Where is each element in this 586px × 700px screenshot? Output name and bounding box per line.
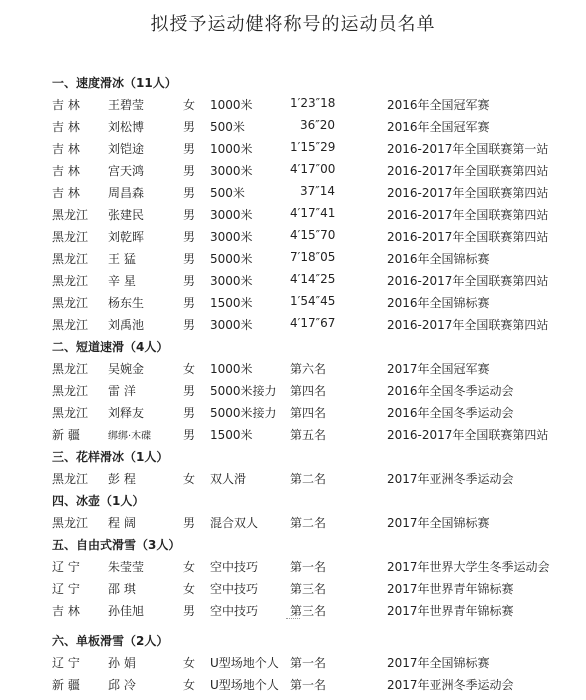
competition: 2016-2017年全国联赛第四站 — [387, 186, 549, 200]
province: 吉 林 — [52, 142, 80, 156]
table-row — [0, 382, 586, 402]
athlete-name: 孙 娟 — [108, 656, 136, 670]
section-heading-short-track: 二、短道速滑（4人） — [52, 340, 169, 354]
table-row — [0, 184, 586, 204]
result: 1′54″45 — [290, 294, 336, 308]
table-row — [0, 654, 586, 674]
province: 黑龙江 — [52, 362, 89, 376]
result: 第三名 — [290, 582, 327, 596]
gender: 男 — [183, 274, 196, 288]
result: 第四名 — [290, 384, 327, 398]
province: 新 疆 — [52, 678, 80, 692]
event: 1500米 — [210, 296, 253, 310]
result: 第六名 — [290, 362, 327, 376]
province: 辽 宁 — [52, 560, 80, 574]
section-heading-figure-skating: 三、花样滑冰（1人） — [52, 450, 169, 464]
competition: 2017年全国冠军赛 — [387, 362, 490, 376]
province: 黑龙江 — [52, 208, 89, 222]
event: 5000米 — [210, 252, 253, 266]
section-heading-speed-skating: 一、速度滑冰（11人） — [52, 76, 177, 90]
athlete-name: 刘禹池 — [108, 318, 145, 332]
gender: 男 — [183, 208, 196, 222]
athlete-name: 王 猛 — [108, 252, 136, 266]
result: 1′23″18 — [290, 96, 336, 110]
result: 第二名 — [290, 472, 327, 486]
competition: 2017年世界青年锦标赛 — [387, 604, 514, 618]
result: 4′17″41 — [290, 206, 336, 220]
page-title: 拟授予运动健将称号的运动员名单 — [150, 14, 436, 35]
competition: 2016-2017年全国联赛第四站 — [387, 208, 549, 222]
province: 吉 林 — [52, 604, 80, 618]
province: 新 疆 — [52, 428, 80, 442]
table-row — [0, 426, 586, 446]
event: 3000米 — [210, 164, 253, 178]
province: 辽 宁 — [52, 582, 80, 596]
gender: 男 — [183, 384, 196, 398]
competition: 2016-2017年全国联赛第四站 — [387, 274, 549, 288]
table-row — [0, 162, 586, 182]
result: 4′17″00 — [290, 162, 336, 176]
result: 第二名 — [290, 516, 327, 530]
athlete-name: 王碧莹 — [108, 98, 145, 112]
athlete-name: 彭 程 — [108, 472, 136, 486]
competition: 2017年全国锦标赛 — [387, 656, 490, 670]
event: 双人滑 — [210, 472, 247, 486]
section-heading-curling: 四、冰壶（1人） — [52, 494, 145, 508]
gender: 女 — [183, 678, 196, 692]
event: 1000米 — [210, 142, 253, 156]
gender: 男 — [183, 296, 196, 310]
competition: 2016-2017年全国联赛第四站 — [387, 318, 549, 332]
table-row — [0, 228, 586, 248]
province: 黑龙江 — [52, 230, 89, 244]
result: 第三名 — [290, 604, 327, 618]
table-row — [0, 250, 586, 270]
competition: 2016年全国冬季运动会 — [387, 406, 514, 420]
event: 5000米接力 — [210, 406, 277, 420]
gender: 男 — [183, 516, 196, 530]
competition: 2017年全国锦标赛 — [387, 516, 490, 530]
gender: 女 — [183, 362, 196, 376]
table-row — [0, 294, 586, 314]
event: 1500米 — [210, 428, 253, 442]
gender: 男 — [183, 186, 196, 200]
athlete-name: 宫天鸿 — [108, 164, 145, 178]
event: 3000米 — [210, 274, 253, 288]
result: 37″14 — [300, 184, 336, 198]
table-row — [0, 558, 586, 578]
event: 1000米 — [210, 98, 253, 112]
athlete-name: 孙佳旭 — [108, 604, 145, 618]
province: 吉 林 — [52, 98, 80, 112]
event: 5000米接力 — [210, 384, 277, 398]
province: 辽 宁 — [52, 656, 80, 670]
gender: 女 — [183, 472, 196, 486]
event: U型场地个人 — [210, 656, 279, 670]
gender: 女 — [183, 656, 196, 670]
result: 36″20 — [300, 118, 336, 132]
table-row — [0, 404, 586, 424]
event: 1000米 — [210, 362, 253, 376]
result: 第一名 — [290, 678, 327, 692]
competition: 2016-2017年全国联赛第一站 — [387, 142, 549, 156]
athlete-name: 雷 洋 — [108, 384, 136, 398]
athlete-name: 刘松博 — [108, 120, 145, 134]
athlete-name: 程 阔 — [108, 516, 136, 530]
province: 黑龙江 — [52, 274, 89, 288]
province: 黑龙江 — [52, 252, 89, 266]
gender: 女 — [183, 560, 196, 574]
province: 黑龙江 — [52, 472, 89, 486]
province: 黑龙江 — [52, 516, 89, 530]
gender: 男 — [183, 120, 196, 134]
event: 空中技巧 — [210, 560, 259, 574]
event: U型场地个人 — [210, 678, 279, 692]
gender: 男 — [183, 604, 196, 618]
athlete-name: 刘乾晖 — [108, 230, 145, 244]
competition: 2016年全国冠军赛 — [387, 98, 490, 112]
competition: 2016-2017年全国联赛第四站 — [387, 428, 549, 442]
result: 4′14″25 — [290, 272, 336, 286]
result: 第五名 — [290, 428, 327, 442]
gender: 男 — [183, 142, 196, 156]
competition: 2017年世界大学生冬季运动会 — [387, 560, 550, 574]
gender: 女 — [183, 98, 196, 112]
gender: 男 — [183, 406, 196, 420]
result: 第一名 — [290, 656, 327, 670]
table-row — [0, 206, 586, 226]
athlete-name: 邵 琪 — [108, 582, 136, 596]
event: 500米 — [210, 186, 245, 200]
gender: 女 — [183, 582, 196, 596]
gender: 男 — [183, 230, 196, 244]
province: 吉 林 — [52, 186, 80, 200]
gender: 男 — [183, 252, 196, 266]
page-break-mark — [286, 618, 300, 623]
event: 混合双人 — [210, 516, 259, 530]
gender: 男 — [183, 164, 196, 178]
gender: 男 — [183, 318, 196, 332]
gender: 男 — [183, 428, 196, 442]
table-row — [0, 580, 586, 600]
athlete-name: 绑绑·木碟 — [108, 431, 152, 442]
table-row — [0, 514, 586, 534]
competition: 2016-2017年全国联赛第四站 — [387, 164, 549, 178]
athlete-name: 刘释友 — [108, 406, 145, 420]
table-row — [0, 360, 586, 380]
event: 3000米 — [210, 208, 253, 222]
competition: 2017年世界青年锦标赛 — [387, 582, 514, 596]
competition: 2017年亚洲冬季运动会 — [387, 472, 514, 486]
table-row — [0, 96, 586, 116]
event: 500米 — [210, 120, 245, 134]
province: 吉 林 — [52, 164, 80, 178]
competition: 2016年全国冠军赛 — [387, 120, 490, 134]
result: 7′18″05 — [290, 250, 336, 264]
athlete-name: 杨东生 — [108, 296, 145, 310]
section-heading-freestyle-skiing: 五、自由式滑雪（3人） — [52, 538, 181, 552]
event: 空中技巧 — [210, 604, 259, 618]
result: 4′15″70 — [290, 228, 336, 242]
table-row — [0, 316, 586, 336]
competition: 2017年亚洲冬季运动会 — [387, 678, 514, 692]
province: 黑龙江 — [52, 384, 89, 398]
athlete-name: 张建民 — [108, 208, 145, 222]
athlete-name: 吴婉金 — [108, 362, 145, 376]
result: 第一名 — [290, 560, 327, 574]
province: 吉 林 — [52, 120, 80, 134]
athlete-name: 刘铠途 — [108, 142, 145, 156]
competition: 2016年全国锦标赛 — [387, 252, 490, 266]
table-row — [0, 118, 586, 138]
event: 3000米 — [210, 230, 253, 244]
athlete-name: 邱 冷 — [108, 678, 136, 692]
section-heading-snowboard: 六、单板滑雪（2人） — [52, 634, 169, 648]
table-row — [0, 140, 586, 160]
competition: 2016年全国锦标赛 — [387, 296, 490, 310]
result: 4′17″67 — [290, 316, 336, 330]
province: 黑龙江 — [52, 406, 89, 420]
province: 黑龙江 — [52, 296, 89, 310]
table-row — [0, 676, 586, 696]
competition: 2016年全国冬季运动会 — [387, 384, 514, 398]
result: 1′15″29 — [290, 140, 336, 154]
table-row — [0, 272, 586, 292]
athlete-name: 周昌森 — [108, 186, 145, 200]
event: 3000米 — [210, 318, 253, 332]
result: 第四名 — [290, 406, 327, 420]
athlete-name: 辛 星 — [108, 274, 136, 288]
competition: 2016-2017年全国联赛第四站 — [387, 230, 549, 244]
event: 空中技巧 — [210, 582, 259, 596]
athlete-name: 朱莹莹 — [108, 560, 145, 574]
table-row — [0, 470, 586, 490]
province: 黑龙江 — [52, 318, 89, 332]
